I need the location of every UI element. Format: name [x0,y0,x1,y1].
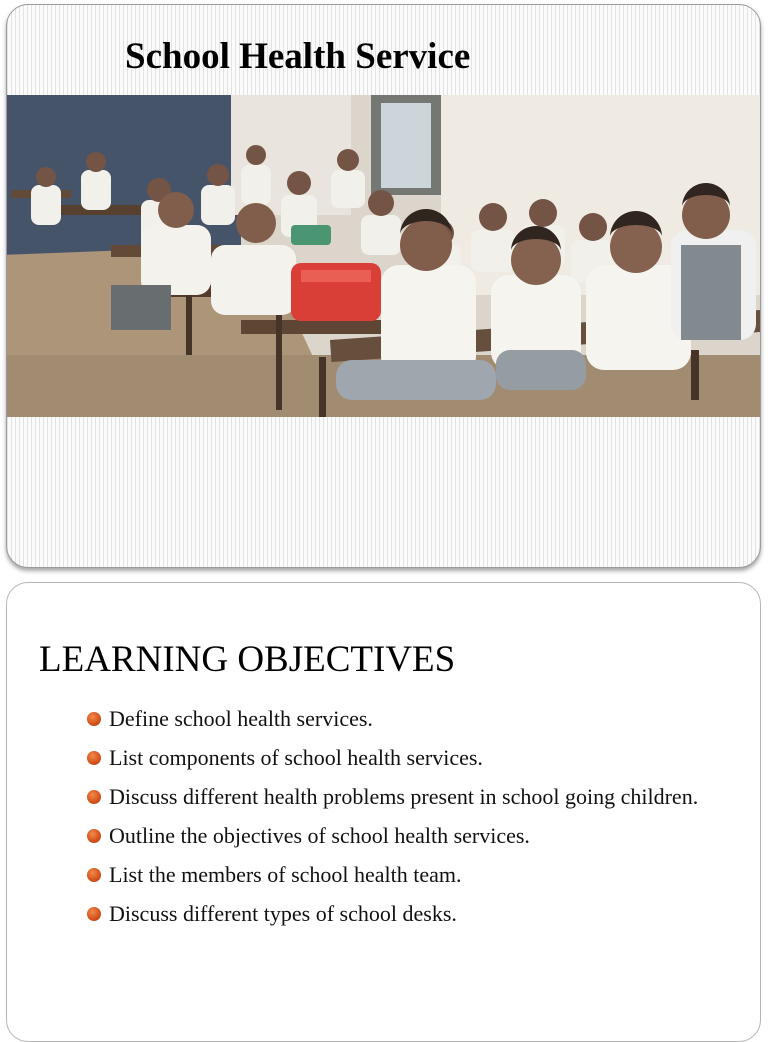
slide-title: LEARNING OBJECTIVES [39,639,456,680]
list-item-text: Define school health services. [109,706,373,731]
bullet-icon [87,751,101,765]
list-item-text: List the members of school health team. [109,862,462,887]
bullet-icon [87,712,101,726]
slide-learning-objectives [6,582,761,1042]
list-item [85,898,723,930]
list-item [85,820,723,852]
list-item [85,742,723,774]
classroom-photo [6,95,761,417]
list-item [85,781,723,813]
list-item-text: Discuss different health problems present in school going children. [109,784,699,809]
bullet-icon [87,907,101,921]
slide-school-health-service [6,4,761,568]
objectives-list [85,703,723,937]
slide-title: School Health Service [125,36,471,77]
bullet-icon [87,868,101,882]
bullet-icon [87,829,101,843]
list-item [85,703,723,735]
list-item-text: Discuss different types of school desks. [109,901,457,926]
list-item [85,859,723,891]
list-item-text: List components of school health services. [109,745,483,770]
list-item-text: Outline the objectives of school health services. [109,823,530,848]
bullet-icon [87,790,101,804]
